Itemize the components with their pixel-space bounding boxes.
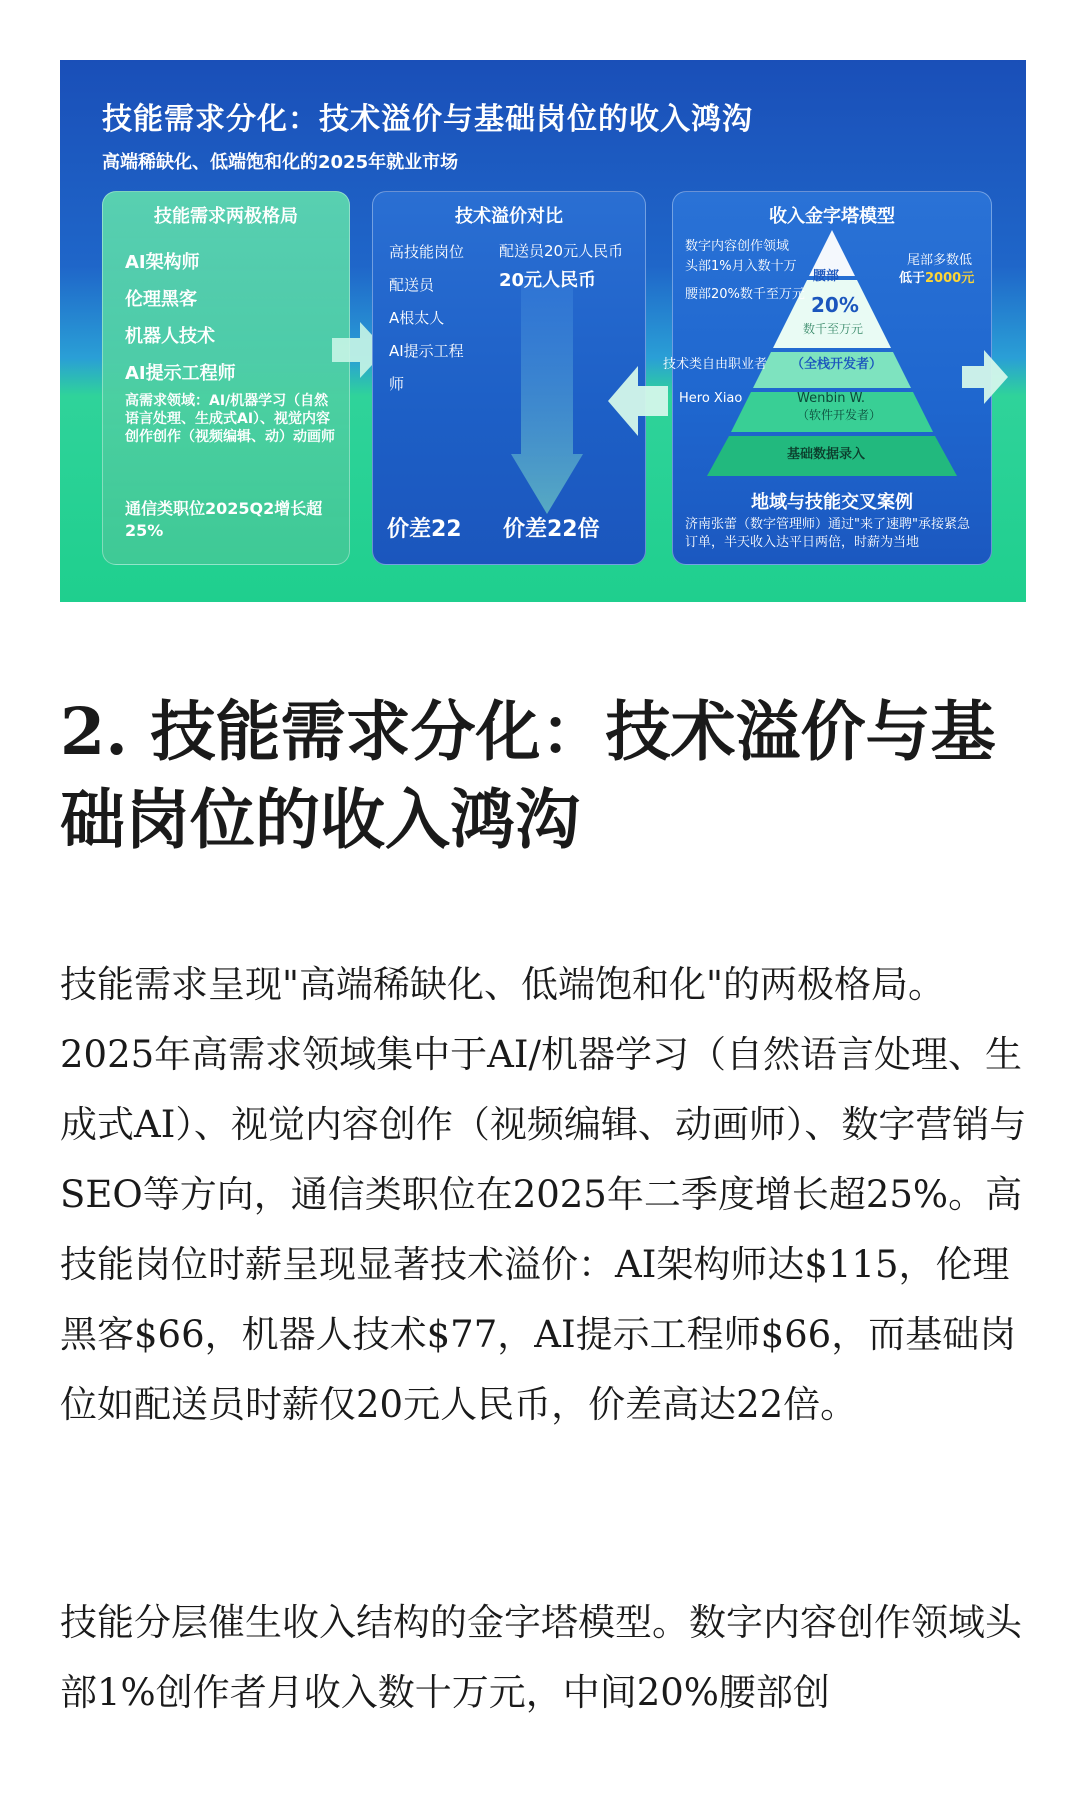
article-paragraph: 技能需求呈现"高端稀缺化、低端饱和化"的两极格局。2025年高需求领域集中于AI/机器学习（自然语言处理、生成式AI）、视觉内容创作（视频编辑、动画师）、数字营销与SEO等方向，通信类职位在2025年二季度增长超25%。高技能岗位时薪呈现显著技术溢价：AI架构师达$115，伦理黑客$66，机器人技术$77，AI提示工程师$66，而基础岗位如配送员时薪仅20元人民币，价差高达22倍。 [60,963,1027,1426]
skill-polarization-panel [102,191,350,565]
list-item: 机器人技术 [125,326,215,347]
income-pyramid-panel [663,191,992,565]
case-text: 济南张蕾（数字管理师）通过"来了速聘"承接紧急订单，半天收入达平日两倍，时薪为当地 [685,517,970,550]
list-item: A根太人 [389,309,445,327]
article-paragraph: 技能分层催生收入结构的金字塔模型。数字内容创作领域头部1%创作者月收入数十万元，中间20%腰部创 [60,1601,1022,1714]
growth-note: 通信类职位2025Q2增长超25% [125,499,323,540]
down-arrow-icon [511,284,583,514]
infographic-subtitle: 高端稀缺化、低端饱和化的2025年就业市场 [102,152,459,173]
list-item: AI架构师 [125,252,200,273]
pyramid-freelancer: 技术类自由职业者 [663,357,768,372]
pyramid-mid-sub: 数千至万元 [803,322,864,336]
tech-premium-panel [372,191,646,565]
infographic-title: 技能需求分化：技术溢价与基础岗位的收入鸿沟 [102,102,753,137]
gap-label-left: 价差22 [387,517,462,542]
pyramid-tail-1: 尾部多数低 [907,253,973,268]
mid-left-list [389,236,464,401]
right-panel-title: 收入金字塔模型 [769,206,895,227]
left-panel-title: 技能需求两极格局 [154,206,298,227]
pyramid-name-right-sub: （软件开发者） [797,408,882,422]
pyramid-tail-value: 2000元 [925,271,975,286]
list-item: 师 [389,375,405,393]
list-item: 伦理黑客 [125,289,197,310]
pyramid-name-left: Hero Xiao [679,391,743,406]
pyramid-tail-2 [899,270,974,288]
list-item: AI提示工程 [389,342,464,360]
high-skill-list [125,244,236,392]
pyramid-apex-label: 腰部 [813,269,840,284]
pyramid-top-left-2: 头部1%月入数十万 [685,259,797,274]
section-heading: 2. 技能需求分化：技术溢价与基础岗位的收入鸿沟 [60,694,996,858]
high-demand-detail: 高需求领域：AI/机器学习（自然语言处理、生成式AI）、视觉内容创作创作（视频编辑、动）动画师 [125,393,335,445]
arrow-right-icon [962,350,1008,404]
delivery-wage-value: 20元人民币 [499,270,597,291]
pyramid-waist-label: 腰部20%数千至万元 [685,287,805,302]
pyramid-tail-prefix: 低于 [899,271,926,286]
list-item: 高技能岗位 [389,243,465,261]
gap-label-right: 价差22倍 [503,517,600,542]
pyramid-name-right: Wenbin W. [797,391,866,406]
delivery-wage [499,236,623,296]
pyramid-top-left-1: 数字内容创作领域 [685,239,790,254]
arrow-left-icon [608,366,668,436]
delivery-wage-line: 配送员20元人民币 [499,242,624,260]
pyramid-fullstack: （全栈开发者） [791,357,883,372]
case-title: 地域与技能交叉案例 [751,492,913,513]
list-item: AI提示工程师 [125,363,236,384]
mid-panel-title: 技术溢价对比 [455,206,563,227]
pyramid-base-label: 基础数据录入 [787,447,866,462]
pyramid-mid-percent: 20% [811,293,859,317]
list-item: 配送员 [389,276,435,294]
infographic-banner [60,60,1026,602]
